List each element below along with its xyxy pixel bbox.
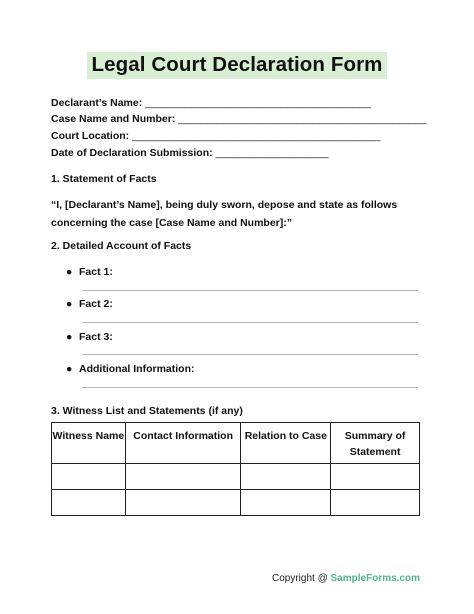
table-cell[interactable] bbox=[125, 464, 241, 490]
fact-1-label: Fact 1: bbox=[79, 266, 113, 278]
court-location-field bbox=[51, 130, 380, 142]
column-header-witness-name: Witness Name bbox=[52, 423, 126, 464]
fact-1-item bbox=[66, 266, 113, 278]
table-cell[interactable] bbox=[52, 490, 126, 516]
case-name-number-blank[interactable]: ____________________________________________ bbox=[178, 113, 427, 125]
fact-3-answer-line[interactable] bbox=[82, 354, 418, 355]
table-cell[interactable] bbox=[241, 464, 331, 490]
fact-1-answer-line[interactable] bbox=[82, 290, 418, 291]
bullet-icon: ● bbox=[66, 331, 73, 343]
brand-link[interactable]: SampleForms.com bbox=[330, 573, 420, 584]
court-location-blank[interactable]: ____________________________________________ bbox=[132, 130, 381, 142]
additional-info-label: Additional Information: bbox=[79, 363, 195, 375]
fact-3-item bbox=[66, 331, 113, 343]
detailed-account-heading: 2. Detailed Account of Facts bbox=[51, 240, 192, 252]
table-cell[interactable] bbox=[125, 490, 241, 516]
witness-table bbox=[51, 422, 420, 516]
witness-list-heading: 3. Witness List and Statements (if any) bbox=[51, 405, 243, 417]
table-row bbox=[52, 490, 420, 516]
copyright-footer bbox=[272, 573, 420, 584]
additional-info-item bbox=[66, 363, 195, 375]
column-header-contact-information: Contact Information bbox=[125, 423, 241, 464]
title-container bbox=[0, 52, 474, 79]
table-cell[interactable] bbox=[241, 490, 331, 516]
declarant-name-blank[interactable]: ________________________________________ bbox=[145, 97, 371, 109]
fact-2-item bbox=[66, 298, 113, 310]
table-cell[interactable] bbox=[331, 464, 420, 490]
fact-3-label: Fact 3: bbox=[79, 331, 113, 343]
case-name-number-label: Case Name and Number: bbox=[51, 113, 176, 125]
fact-2-label: Fact 2: bbox=[79, 298, 113, 310]
submission-date-label: Date of Declaration Submission: bbox=[51, 147, 213, 159]
submission-date-field bbox=[51, 147, 328, 159]
case-name-number-field bbox=[51, 113, 426, 125]
declarant-name-field bbox=[51, 97, 371, 109]
submission-date-blank[interactable]: ____________________ bbox=[215, 147, 329, 159]
table-cell[interactable] bbox=[331, 490, 420, 516]
additional-info-answer-line[interactable] bbox=[82, 387, 418, 388]
copyright-text: Copyright @ bbox=[272, 573, 328, 584]
column-header-summary-of-statement: Summary of Statement bbox=[331, 423, 420, 464]
statement-of-facts-heading: 1. Statement of Facts bbox=[51, 173, 157, 185]
declarant-name-label: Declarant’s Name: bbox=[51, 97, 143, 109]
column-header-relation-to-case: Relation to Case bbox=[241, 423, 331, 464]
bullet-icon: ● bbox=[66, 363, 73, 375]
court-location-label: Court Location: bbox=[51, 130, 130, 142]
declaration-statement: “I, [Declarant’s Name], being duly sworn, depose and state as follows concerning the case [Case Name and Number]:” bbox=[51, 199, 398, 229]
bullet-icon: ● bbox=[66, 298, 73, 310]
table-cell[interactable] bbox=[52, 464, 126, 490]
fact-2-answer-line[interactable] bbox=[82, 322, 418, 323]
form-title: Legal Court Declaration Form bbox=[87, 52, 388, 79]
bullet-icon: ● bbox=[66, 266, 73, 278]
witness-table-header-row bbox=[52, 423, 420, 464]
table-row bbox=[52, 464, 420, 490]
